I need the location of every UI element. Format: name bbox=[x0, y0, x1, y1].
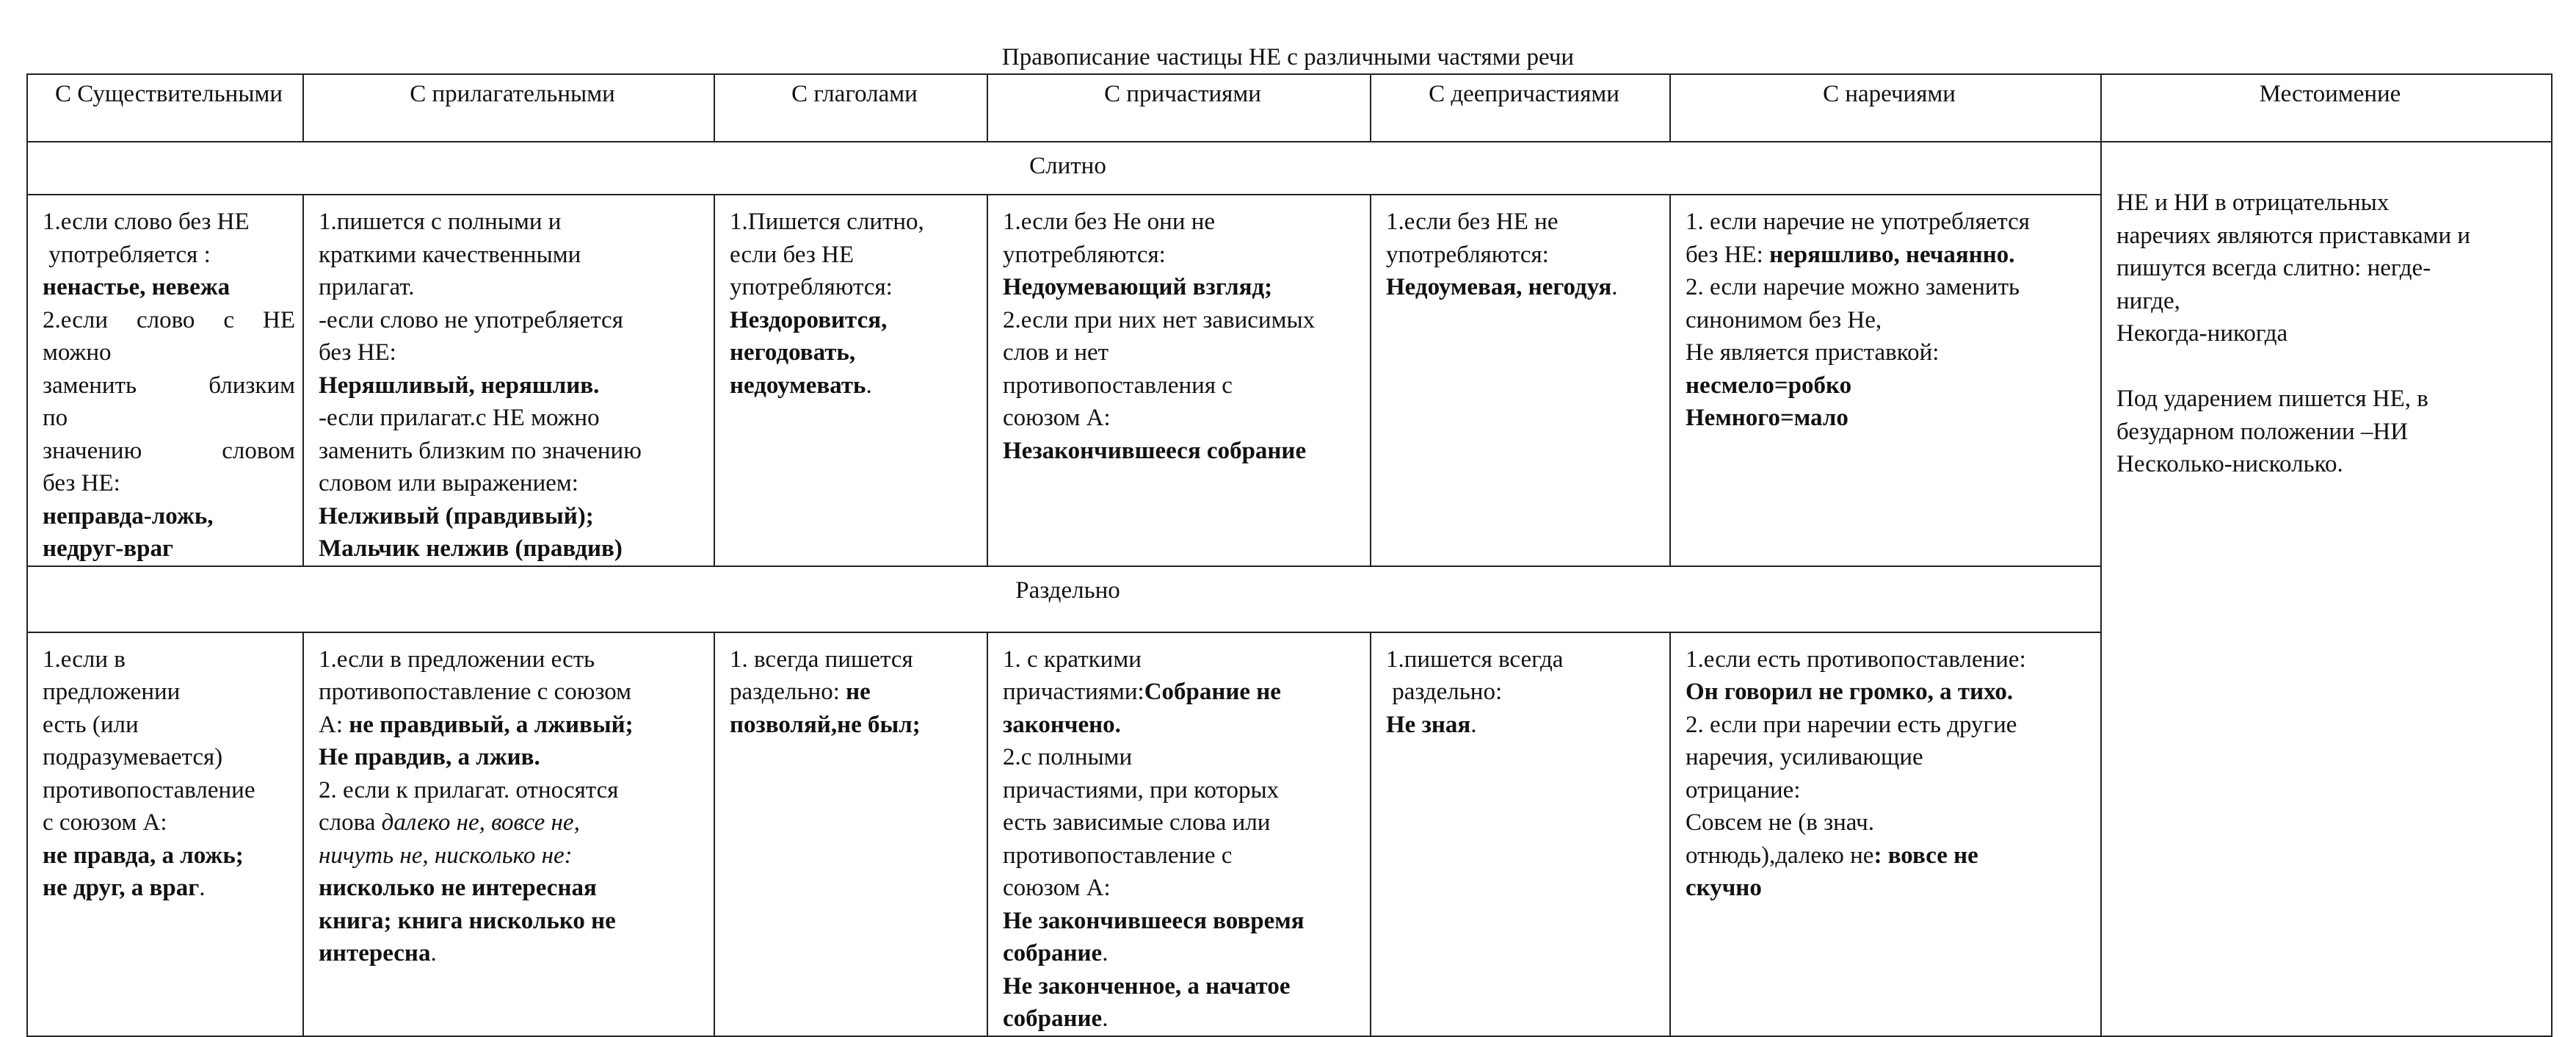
section-row-together bbox=[27, 142, 2552, 195]
separate-verb-cell: 1. всегда пишется раздельно: не позволяй,не был; bbox=[714, 632, 987, 1036]
together-verb-cell: 1.Пишется слитно, если без НЕ употребляются: Нездоровится, негодовать, недоумевать. bbox=[714, 195, 987, 566]
together-adverb-cell: 1. если наречие не употребляется без НЕ: неряшливо, нечаянно. 2. если наречие можно заменить синонимом без Не, Не является приставкой: несмело=робко Немного=мало bbox=[1670, 195, 2101, 566]
header-gerund: С деепричастиями bbox=[1371, 74, 1670, 142]
header-noun: С Существительными bbox=[27, 74, 303, 142]
separate-participle-cell: 1. с краткими причастиями:Собрание не закончено. 2.с полными причастиями, при которых есть зависимые слова или противопоставление с союзом А: Не закончившееся вовремя собрание. Не законченное, а начатое собрание. bbox=[987, 632, 1371, 1036]
header-row bbox=[27, 74, 2552, 142]
separate-gerund-cell: 1.пишется всегда раздельно: Не зная. bbox=[1371, 632, 1670, 1036]
page-title: Правописание частицы НЕ с различными частями речи bbox=[1001, 44, 1575, 71]
pronoun-cell: НЕ и НИ в отрицательных наречиях являются приставками и пишутся всегда слитно: негде- нигде, Некогда-никогда Под ударением пишется НЕ, в безударном положении –НИ Несколько-нисколько. bbox=[2101, 142, 2552, 1036]
together-participle-cell: 1.если без Не они не употребляются: Недоумевающий взгляд; 2.если при них нет зависимых слов и нет противопоставления с союзом А: Незакончившееся собрание bbox=[987, 195, 1371, 566]
header-adjective: С прилагательными bbox=[303, 74, 714, 142]
header-pronoun: Местоимение bbox=[2101, 74, 2552, 142]
separate-noun-cell: 1.если в предложении есть (или подразумевается) противопоставление с союзом А: не правда, а ложь; не друг, а враг. bbox=[27, 632, 303, 1036]
together-gerund-cell: 1.если без НЕ не употребляются: Недоумевая, негодуя. bbox=[1371, 195, 1670, 566]
section-separate: Раздельно bbox=[27, 566, 2101, 632]
header-verb: С глаголами bbox=[714, 74, 987, 142]
section-together: Слитно bbox=[27, 142, 2101, 195]
rules-table bbox=[26, 73, 2553, 1037]
separate-adverb-cell: 1.если есть противопоставление: Он говорил не громко, а тихо. 2. если при наречии есть другие наречия, усиливающие отрицание: Совсем не (в знач. отнюдь),далеко не: вовсе не скучно bbox=[1670, 632, 2101, 1036]
together-adjective-cell: 1.пишется с полными и краткими качественными прилагат. -если слово не употребляется без НЕ: Неряшливый, неряшлив. -если прилагат.с НЕ можно заменить близким по значению словом или выражением: Нелживый (правдивый); Мальчик нелжив (правдив) bbox=[303, 195, 714, 566]
separate-adjective-cell: 1.если в предложении есть противопоставление с союзом А: не правдивый, а лживый; Не правдив, а лжив. 2. если к прилагат. относятся слова далеко не, вовсе не, ничуть не, нисколько не: нисколько не интересная книга; книга нисколько не интересна. bbox=[303, 632, 714, 1036]
header-adverb: С наречиями bbox=[1670, 74, 2101, 142]
header-participle: С причастиями bbox=[987, 74, 1371, 142]
together-noun-cell: 1.если слово без НЕ употребляется : ненастье, невежа 2.если слово с НЕ можно заменить близким по значению словом без НЕ: неправда-ложь, недруг-враг bbox=[27, 195, 303, 566]
